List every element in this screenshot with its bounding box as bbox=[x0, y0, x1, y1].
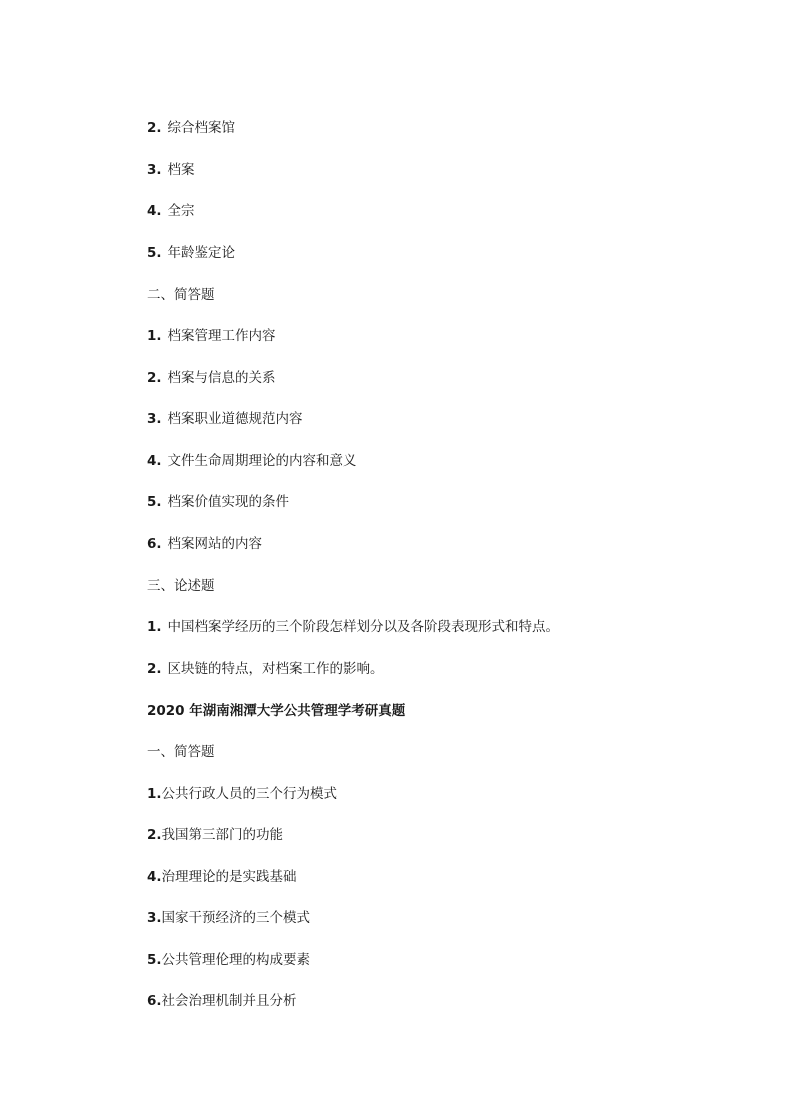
item-text: 国家干预经济的三个模式 bbox=[161, 910, 311, 926]
list-item bbox=[147, 326, 276, 346]
item-number: 4. bbox=[147, 869, 162, 885]
item-text: 我国第三部门的功能 bbox=[161, 827, 284, 843]
list-item bbox=[147, 659, 384, 679]
list-item bbox=[147, 409, 303, 429]
list-item bbox=[147, 118, 235, 138]
item-number: 5. bbox=[147, 952, 162, 968]
list-item bbox=[147, 950, 310, 970]
item-text: 综合档案馆 bbox=[167, 120, 236, 136]
item-number: 3. bbox=[147, 411, 162, 427]
item-text: 文件生命周期理论的内容和意义 bbox=[167, 453, 357, 469]
list-item bbox=[147, 201, 195, 221]
list-item bbox=[147, 991, 297, 1011]
item-number: 1. bbox=[147, 328, 162, 344]
item-text: 年龄鉴定论 bbox=[167, 245, 236, 261]
list-item bbox=[147, 451, 357, 471]
section-heading: 一、简答题 bbox=[147, 744, 215, 760]
item-number: 2. bbox=[147, 120, 162, 136]
list-item bbox=[147, 825, 283, 845]
list-item bbox=[147, 617, 559, 637]
item-text: 档案 bbox=[167, 162, 195, 178]
item-number: 3. bbox=[147, 910, 162, 926]
list-item bbox=[147, 534, 262, 554]
list-item bbox=[147, 867, 297, 887]
item-number: 2. bbox=[147, 661, 162, 677]
list-item bbox=[147, 368, 276, 388]
item-number: 2. bbox=[147, 827, 162, 843]
exam-title: 2020 年湖南湘潭大学公共管理学考研真题 bbox=[147, 703, 406, 719]
item-text: 档案价值实现的条件 bbox=[167, 494, 290, 510]
item-number: 1. bbox=[147, 619, 162, 635]
item-text: 区块链的特点，对档案工作的影响。 bbox=[167, 661, 384, 677]
item-text: 档案管理工作内容 bbox=[167, 328, 276, 344]
section-heading: 二、简答题 bbox=[147, 287, 215, 303]
item-text: 中国档案学经历的三个阶段怎样划分以及各阶段表现形式和特点。 bbox=[167, 619, 560, 635]
item-text: 档案与信息的关系 bbox=[167, 370, 276, 386]
item-text: 治理理论的是实践基础 bbox=[161, 869, 297, 885]
list-item bbox=[147, 908, 310, 928]
item-text: 公共行政人员的三个行为模式 bbox=[161, 786, 338, 802]
item-number: 4. bbox=[147, 203, 162, 219]
item-number: 6. bbox=[147, 993, 162, 1009]
item-number: 1. bbox=[147, 786, 162, 802]
list-item bbox=[147, 492, 289, 512]
item-number: 4. bbox=[147, 453, 162, 469]
item-number: 3. bbox=[147, 162, 162, 178]
item-number: 2. bbox=[147, 370, 162, 386]
item-text: 档案网站的内容 bbox=[167, 536, 263, 552]
item-text: 社会治理机制并且分析 bbox=[161, 993, 297, 1009]
list-item bbox=[147, 160, 195, 180]
item-number: 5. bbox=[147, 494, 162, 510]
item-number: 5. bbox=[147, 245, 162, 261]
section-heading: 三、论述题 bbox=[147, 578, 215, 594]
item-text: 档案职业道德规范内容 bbox=[167, 411, 303, 427]
list-item bbox=[147, 243, 235, 263]
item-text: 公共管理伦理的构成要素 bbox=[161, 952, 311, 968]
list-item bbox=[147, 784, 337, 804]
item-text: 全宗 bbox=[167, 203, 195, 219]
item-number: 6. bbox=[147, 536, 162, 552]
